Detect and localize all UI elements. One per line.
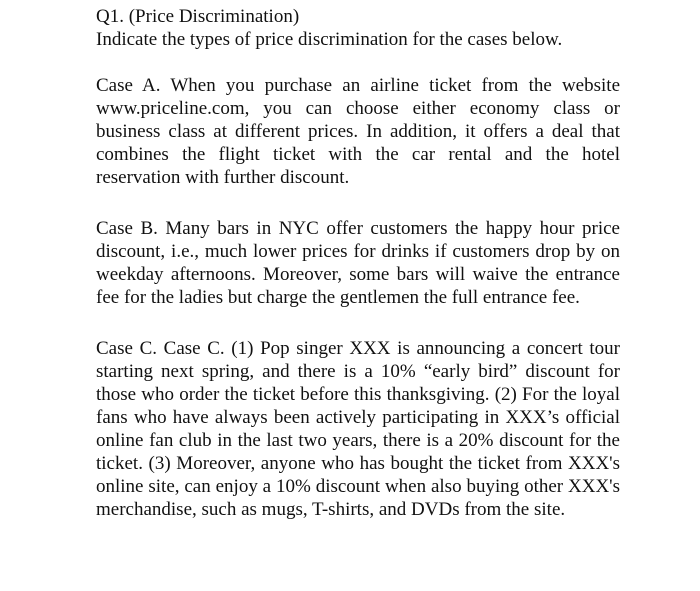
question-title: Q1. (Price Discrimination) [96,6,300,27]
case-c-paragraph: Case C. Case C. (1) Pop singer XXX is announcing a concert tour starting next spring, and there is a 10% “early bird” discount for those who order the ticket before this thanksgiving. (2) For the loyal fans who have always been actively participating in XXX’s official online fan club in the last two years, there is a 20% discount for the ticket. (3) Moreover, anyone who has bought the ticket from XXX's online site, can enjoy a 10% discount when also buying other XXX's merchandise, such as mugs, T-shirts, and DVDs from the site. [96,338,620,520]
document-page [96,5,620,521]
case-a-paragraph: Case A. When you purchase an airline ticket from the website www.priceline.com, you can choose either economy class or business class at different prices. In addition, it offers a deal that combines the flight ticket with the car rental and the hotel reservation with further discount. [96,75,620,188]
question-instruction: Indicate the types of price discrimination for the cases below. [96,29,563,50]
case-b-paragraph: Case B. Many bars in NYC offer customers the happy hour price discount, i.e., much lower prices for drinks if customers drop by on weekday afternoons. Moreover, some bars will waive the entrance fee for the ladies but charge the gentlemen the full entrance fee. [96,218,620,308]
